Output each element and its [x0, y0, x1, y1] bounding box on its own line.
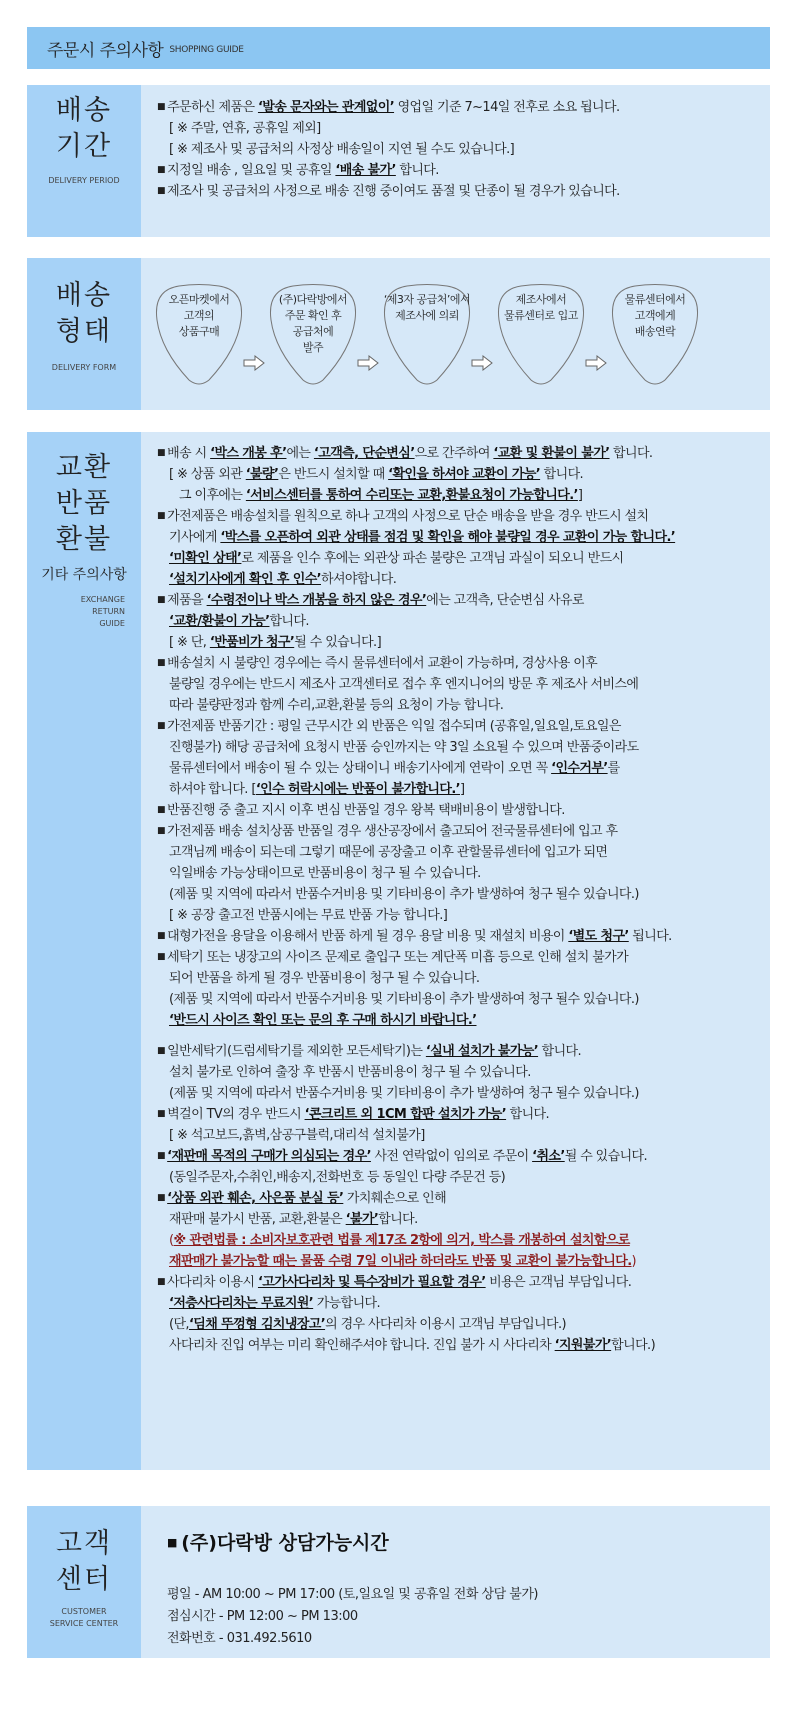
line-text: 기사에게 [169, 530, 221, 545]
guide-line [157, 1272, 764, 1293]
flow-step [377, 280, 477, 390]
delivery-flow [149, 280, 749, 390]
flow-step-text [377, 292, 477, 324]
flow-step-text [605, 292, 705, 340]
line-text: 일반세탁기(드럼세탁기를 제외한 모든세탁기)는 [167, 1044, 426, 1059]
flow-step-line: 발주 [302, 341, 324, 354]
guide-line [157, 695, 764, 716]
shopping-guide-header [27, 27, 770, 69]
flow-step-line: 물류센터로 입고 [504, 309, 578, 322]
highlight-text: ‘인수 허락시에는 반품이 불가합니다.’ [255, 782, 460, 797]
guide-line [157, 160, 764, 181]
guide-line [157, 737, 764, 758]
guide-line [157, 779, 764, 800]
line-text: [ ※ 주말, 연휴, 공휴일 제외] [169, 121, 321, 136]
guide-line [157, 989, 764, 1010]
guide-line [157, 926, 764, 947]
delivery-form-section [27, 258, 770, 410]
delivery-period-section [27, 85, 770, 237]
guide-line [157, 716, 764, 737]
guide-line [157, 842, 764, 863]
line-text: 지정일 배송 , 일요일 및 공휴일 [167, 163, 336, 178]
guide-line [157, 97, 764, 118]
customer-center-heading-text: (주)다락방 상담가능시간 [181, 1532, 389, 1554]
guide-line [157, 1041, 764, 1062]
guide-line [157, 1251, 764, 1272]
guide-line [157, 1188, 764, 1209]
line-text: 진행불가) 해당 공급처에 요청시 반품 승인까지는 약 3일 소요될 수 있으며 반품중이라도 [169, 740, 639, 755]
flow-step-text [491, 292, 591, 324]
line-text: 은 반드시 설치할 때 [278, 467, 389, 482]
highlight-text: ‘인수거부’ [551, 761, 608, 776]
highlight-text: ‘박스 개봉 후’ [210, 446, 287, 461]
line-text: [ ※ 상품 외관 [169, 467, 246, 482]
line-text: 되어 반품을 하게 될 경우 반품비용이 청구 될 수 있습니다. [169, 971, 480, 986]
line-text: 하셔야합니다. [321, 572, 397, 587]
customer-center-title-1: 고객 [55, 1528, 113, 1559]
line-text: 합니다. [609, 446, 653, 461]
line-text: 물류센터에서 배송이 될 수 있는 상태이니 배송기사에게 연락이 오면 꼭 [169, 761, 552, 776]
highlight-text: ‘별도 청구’ [568, 929, 629, 944]
guide-line [157, 1010, 764, 1031]
line-text: 합니다. [538, 1044, 582, 1059]
line-text: 익일배송 가능상태이므로 반품비용이 청구 될 수 있습니다. [169, 866, 481, 881]
guide-line [157, 1230, 764, 1251]
guide-line [157, 863, 764, 884]
line-text: 주문하신 제품은 [167, 100, 258, 115]
guide-line [157, 464, 764, 485]
highlight-text: ‘반드시 사이즈 확인 또는 문의 후 구매 하시기 바랍니다.’ [169, 1013, 477, 1028]
customer-center-section [27, 1506, 770, 1658]
flow-step [263, 280, 363, 390]
guide-line [157, 611, 764, 632]
line-text: 합니다. [378, 1212, 418, 1227]
line-text: 따라 불량판정과 함께 수리,교환,환불 등의 요청이 가능 합니다. [169, 698, 504, 713]
highlight-text: ‘박스를 오픈하여 외관 상태를 점검 및 확인을 해야 불량일 경우 교환이 가능 합니다.’ [220, 530, 676, 545]
highlight-text: ‘재판매 목적의 구매가 의심되는 경우’ [167, 1149, 371, 1164]
line-text: 로 제품을 인수 후에는 외관상 파손 불량은 고객님 과실이 되오니 반드시 [241, 551, 624, 566]
flow-step-line: 공급처에 [292, 325, 334, 338]
highlight-text: ‘콘크리트 외 1CM 합판 설치가 가능’ [304, 1107, 507, 1122]
line-text: 벽걸이 TV의 경우 반드시 [167, 1107, 305, 1122]
line-text: 가전제품 반품기간 : 평일 근무시간 외 반품은 익일 접수되며 (공휴일,일요일,토요일은 [167, 719, 621, 734]
line-text: 가치훼손으로 인해 [343, 1191, 447, 1206]
line-text: 영업일 기준 7~14일 전후로 소요 됩니다. [394, 100, 620, 115]
highlight-text: ‘불가’ [345, 1212, 379, 1227]
guide-line [157, 1314, 764, 1335]
flow-step-text [263, 292, 363, 356]
arrow-right-icon [585, 355, 607, 371]
line-text: 세탁기 또는 냉장고의 사이즈 문제로 출입구 또는 계단폭 미흡 등으로 인해 설치 불가가 [167, 950, 629, 965]
exchange-caption-1: EXCHANGE [80, 595, 125, 604]
highlight-text: ※ 관련법률 : 소비자보호관련 법률 제17조 2항에 의거, 박스를 개봉하여 설치함으로 [173, 1233, 630, 1248]
customer-center-heading: ■ (주)다락방 상담가능시간 [167, 1532, 389, 1554]
line-text: 합니다. [506, 1107, 550, 1122]
arrow-right-icon [357, 355, 379, 371]
line-text: 에는 고객측, 단순변심 사유로 [426, 593, 584, 608]
highlight-text: ‘서비스센터를 통하여 수리또는 교환,환불요청이 가능합니다.’ [245, 488, 578, 503]
flow-step [149, 280, 249, 390]
delivery-period-title-2: 기간 [55, 131, 113, 162]
guide-line [157, 1167, 764, 1188]
line-text: 사전 연락없이 임의로 주문이 [370, 1149, 533, 1164]
line-text: 에는 [286, 446, 314, 461]
line-text: 배송설치 시 불량인 경우에는 즉시 물류센터에서 교환이 가능하며, 경상사용 이후 [167, 656, 598, 671]
guide-line [157, 506, 764, 527]
line-text: (단, [169, 1317, 189, 1332]
customer-center-caption-2: SERVICE CENTER [49, 1619, 119, 1628]
line-text: 재판매 불가시 반품, 교환,환불은 [169, 1212, 346, 1227]
highlight-text: ‘저층사다리차는 무료지원’ [169, 1296, 314, 1311]
flow-step-line: 제조사에 의뢰 [395, 309, 459, 322]
line-text: 합니다. [269, 614, 309, 629]
exchange-side [27, 432, 141, 1470]
flow-step-line: 오픈마켓에서 [168, 293, 230, 306]
highlight-text: ‘불량’ [245, 467, 279, 482]
line-text: ( [169, 1233, 174, 1248]
customer-center-content [157, 1506, 764, 1658]
highlight-text: ‘배송 불가’ [335, 163, 396, 178]
guide-line [157, 1083, 764, 1104]
line-text: 의 경우 사다리차 이용시 고객님 부담입니다.) [325, 1317, 566, 1332]
guide-line [157, 1335, 764, 1356]
line-text: 될 수 있습니다.] [294, 635, 382, 650]
flow-step-line: 상품구매 [178, 325, 220, 338]
guide-line [157, 590, 764, 611]
line-text: 됩니다. [628, 929, 672, 944]
delivery-period-caption: DELIVERY PERIOD [48, 176, 120, 185]
line-text: 사다리차 진입 여부는 미리 확인해주셔야 합니다. 진입 불가 시 사다리차 [169, 1338, 555, 1353]
guide-line [157, 527, 764, 548]
line-text: (동일주문자,수취인,배송지,전화번호 등 동일인 다량 주문건 등) [169, 1170, 506, 1185]
flow-step [491, 280, 591, 390]
guide-line [157, 758, 764, 779]
guide-line [157, 1125, 764, 1146]
highlight-text: ‘지원불가’ [554, 1338, 612, 1353]
guide-line [157, 674, 764, 695]
line-text: 를 [607, 761, 620, 776]
guide-line [157, 800, 764, 821]
exchange-caption-2: RETURN [92, 607, 125, 616]
guide-line [157, 139, 764, 160]
line-text: ] [460, 782, 465, 797]
line-text: [ ※ 공장 출고전 반품시에는 무료 반품 가능 합니다.] [169, 908, 448, 923]
customer-center-lunch: 점심시간 - PM 12:00 ~ PM 13:00 [167, 1609, 358, 1624]
line-text: 설치 불가로 인하여 출장 후 반품시 반품비용이 청구 될 수 있습니다. [169, 1065, 531, 1080]
guide-line [157, 947, 764, 968]
highlight-text: ‘수령전이나 박스 개봉을 하지 않은 경우’ [206, 593, 427, 608]
line-text: 될 수 있습니다. [564, 1149, 648, 1164]
line-text: (제품 및 지역에 따라서 반품수거비용 및 기타비용이 추가 발생하여 청구 될수 있습니다.) [169, 1086, 639, 1101]
line-text: 으로 간주하여 [414, 446, 494, 461]
flow-step-line: 고객에게 [634, 309, 676, 322]
line-text: 불량일 경우에는 반드시 제조사 고객센터로 접수 후 엔지니어의 방문 후 제조사 서비스에 [169, 677, 639, 692]
delivery-form-title-2: 형태 [55, 316, 113, 347]
guide-line [157, 1104, 764, 1125]
line-text: (제품 및 지역에 따라서 반품수거비용 및 기타비용이 추가 발생하여 청구 될수 있습니다.) [169, 887, 639, 902]
guide-line [157, 181, 764, 202]
line-text: ] [577, 488, 583, 503]
guide-line [157, 548, 764, 569]
line-text: 그 이후에는 [179, 488, 246, 503]
guide-line [157, 1062, 764, 1083]
line-text: [ ※ 단, [169, 635, 210, 650]
line-text: 비용은 고객님 부담입니다. [485, 1275, 632, 1290]
flow-step-line: 배송연락 [634, 325, 676, 338]
flow-step-text [149, 292, 249, 340]
exchange-title-3: 환불 [55, 524, 113, 555]
customer-center-phone: 전화번호 - 031.492.5610 [167, 1631, 312, 1646]
line-text: 반품진행 중 출고 지시 이후 변심 반품일 경우 왕복 택배비용이 발생합니다. [167, 803, 565, 818]
highlight-text: 재판매가 불가능할 때는 물품 수령 7일 이내라 하더라도 반품 및 교환이 불가능합니다. [169, 1254, 632, 1269]
highlight-text: ‘설치기사에게 확인 후 인수’ [169, 572, 321, 587]
highlight-text: ‘상품 외관 훼손, 사은품 분실 등’ [167, 1191, 344, 1206]
header-subtitle: SHOPPING GUIDE [169, 45, 244, 55]
guide-line [157, 653, 764, 674]
highlight-text: ‘취소’ [532, 1149, 565, 1164]
customer-center-caption-1: CUSTOMER [61, 1607, 107, 1616]
flow-step [605, 280, 705, 390]
exchange-section [27, 432, 770, 1470]
line-text: 합니다.) [611, 1338, 656, 1353]
guide-line [157, 968, 764, 989]
line-text: 제조사 및 공급처의 사정으로 배송 진행 중이여도 품절 및 단종이 될 경우가 있습니다. [167, 184, 620, 199]
line-text: 합니다. [395, 163, 439, 178]
highlight-text: ‘교환 및 환불이 불가’ [493, 446, 610, 461]
highlight-text: ‘반품비가 청구’ [209, 635, 295, 650]
flow-step-line: 제조사에서 [515, 293, 567, 306]
exchange-subtitle: 기타 주의사항 [41, 567, 127, 583]
guide-line [157, 1293, 764, 1314]
guide-line [157, 485, 764, 506]
guide-line [157, 821, 764, 842]
guide-line [157, 884, 764, 905]
highlight-text: ‘고가사다리차 및 특수장비가 필요할 경우’ [257, 1275, 486, 1290]
flow-step-line: ‘제3자 공급처’에서 [383, 293, 471, 306]
guide-line [157, 632, 764, 653]
line-text: 합니다. [540, 467, 584, 482]
delivery-period-title-1: 배송 [55, 95, 113, 126]
customer-center-side [27, 1506, 141, 1658]
customer-center-title-2: 센터 [55, 1564, 113, 1595]
exchange-caption-3: GUIDE [99, 619, 125, 628]
line-text: 하셔야 합니다. [ [169, 782, 256, 797]
flow-step-line: 고객의 [183, 309, 215, 322]
highlight-text: ‘교환/환불이 가능’ [169, 614, 270, 629]
arrow-right-icon [471, 355, 493, 371]
exchange-title-1: 교환 [55, 452, 113, 483]
guide-line [157, 905, 764, 926]
highlight-text: ‘미확인 상태’ [169, 551, 242, 566]
line-text: 제품을 [167, 593, 207, 608]
highlight-text: ‘딤채 뚜껑형 김치냉장고’ [188, 1317, 326, 1332]
line-text: [ ※ 석고보드,흙벽,삼공구블럭,대리석 설치불가] [169, 1128, 425, 1143]
exchange-content [157, 443, 764, 1470]
guide-line [157, 569, 764, 590]
spacer [157, 1031, 764, 1041]
line-text: 고객님께 배송이 되는데 그렇기 때문에 공장출고 이후 관할물류센터에 입고가 되면 [169, 845, 608, 860]
delivery-period-content [157, 97, 764, 237]
highlight-text: ‘발송 문자와는 관계없이’ [257, 100, 395, 115]
flow-step-line: (주)다락방에서 [278, 293, 348, 306]
exchange-title-2: 반품 [55, 488, 113, 519]
highlight-text: ‘고객측, 단순변심’ [313, 446, 415, 461]
line-text: 가전제품 배송 설치상품 반품일 경우 생산공장에서 출고되어 전국물류센터에 입고 후 [167, 824, 618, 839]
delivery-period-side [27, 85, 141, 237]
highlight-text: ‘실내 설치가 불가능’ [425, 1044, 539, 1059]
delivery-form-title-1: 배송 [55, 280, 113, 311]
line-text: 배송 시 [167, 446, 211, 461]
line-text: ) [631, 1254, 637, 1269]
line-text: [ ※ 제조사 및 공급처의 사정상 배송일이 지연 될 수도 있습니다.] [169, 142, 515, 157]
delivery-form-side [27, 258, 141, 410]
line-text: 사다리차 이용시 [167, 1275, 258, 1290]
line-text: 가전제품은 배송설치를 원칙으로 하나 고객의 사정으로 단순 배송을 받을 경우 반드시 설치 [167, 509, 649, 524]
line-text: 가능합니다. [313, 1296, 381, 1311]
line-text: 대형가전을 용달을 이용해서 반품 하게 될 경우 용달 비용 및 재설치 비용이 [167, 929, 569, 944]
guide-line [157, 1146, 764, 1167]
highlight-text: ‘확인을 하셔야 교환이 가능’ [388, 467, 541, 482]
guide-line [157, 1209, 764, 1230]
delivery-form-caption: DELIVERY FORM [51, 363, 117, 372]
guide-line [157, 443, 764, 464]
flow-step-line: 물류센터에서 [624, 293, 686, 306]
line-text: (제품 및 지역에 따라서 반품수거비용 및 기타비용이 추가 발생하여 청구 될수 있습니다.) [169, 992, 639, 1007]
flow-step-line: 주문 확인 후 [284, 309, 342, 322]
arrow-right-icon [243, 355, 265, 371]
guide-line [157, 118, 764, 139]
customer-center-hours: 평일 - AM 10:00 ~ PM 17:00 (토,일요일 및 공휴일 전화 상담 불가) [167, 1587, 538, 1602]
header-title: 주문시 주의사항 [47, 40, 164, 61]
